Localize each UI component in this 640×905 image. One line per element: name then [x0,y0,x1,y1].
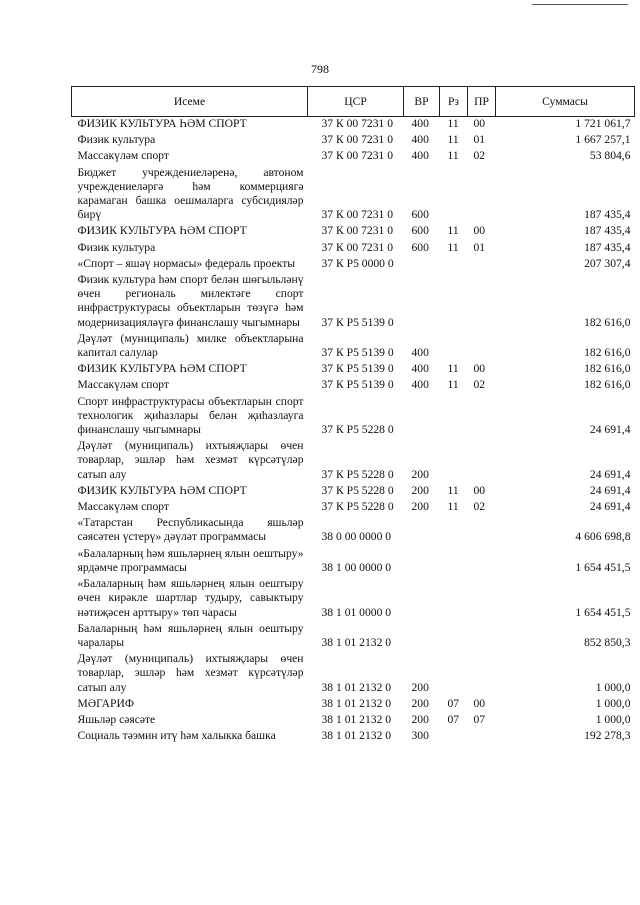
cell-csr: 37 К 00 7231 0 [321,133,393,147]
table-row [72,255,635,271]
cell-sum: 4 606 698,8 [575,530,631,544]
cell-vr: 200 [411,483,429,497]
cell-rz [440,575,468,620]
cell-pr: 02 [473,378,486,392]
cell-vr [404,545,440,575]
cell-sum: 182 616,0 [584,378,631,392]
cell-pr [468,164,496,223]
table-row [72,575,635,620]
cell-name: МӘГАРИФ [77,696,134,710]
cell-csr: 37 К Р5 5139 0 [321,315,394,329]
cell-vr: 400 [411,378,429,392]
header-rz: Рз [440,87,468,117]
header-vr: ВР [404,87,440,117]
cell-rz [440,727,468,743]
cell-name: Массакүләм спорт [77,149,169,163]
table-row [72,393,635,438]
cell-name: «Спорт – яшәү нормасы» федераль проекты [77,256,296,270]
cell-sum: 1 000,0 [595,696,631,710]
cell-sum: 182 616,0 [584,362,631,376]
cell-vr: 200 [411,680,429,694]
table-row [72,376,635,392]
cell-name: ФИЗИК КУЛЬТУРА ҺӘМ СПОРТ [77,224,247,238]
cell-sum: 24 691,4 [589,467,631,481]
cell-csr: 37 К 00 7231 0 [321,149,393,163]
cell-rz: 07 [447,696,460,710]
cell-name: Массакүләм спорт [77,378,169,392]
table-row [72,482,635,498]
header-sum: Суммасы [496,87,635,117]
cell-sum: 182 616,0 [584,315,631,329]
cell-name: Физик культура [77,240,156,254]
table-row [72,620,635,650]
table-row [72,545,635,575]
cell-csr: 38 1 01 2132 0 [321,712,392,726]
cell-csr: 38 1 01 2132 0 [321,729,392,743]
table-row [72,117,635,132]
cell-vr: 600 [411,224,429,238]
budget-table-container [71,86,634,743]
cell-sum: 1 654 451,5 [575,605,631,619]
cell-pr: 02 [473,500,486,514]
cell-vr [404,255,440,271]
cell-rz [440,437,468,482]
cell-csr: 37 К Р5 5228 0 [321,500,394,514]
cell-vr [404,271,440,330]
cell-vr: 600 [411,208,429,222]
cell-csr: 38 1 01 2132 0 [321,696,392,710]
cell-pr: 01 [473,240,486,254]
cell-rz [440,620,468,650]
cell-pr [468,575,496,620]
cell-vr: 300 [411,729,429,743]
cell-sum: 53 804,6 [589,149,631,163]
cell-csr: 38 1 01 2132 0 [321,680,392,694]
cell-name: «Балаларның һәм яшьләрнең ялын оештыру өчен кирәкле шартлар тудыру, савыктыру нәтиҗәсен арттыру» төп чарасы [77,577,304,619]
table-row [72,271,635,330]
cell-sum: 207 307,4 [584,256,631,270]
cell-pr: 00 [473,696,486,710]
cell-name: Бюджет учреждениеләренә, автоном учреждениеләргә һәм коммерциягә карамаган башка оешмаларга субсидияләр бирү [77,165,304,222]
cell-csr: 37 К Р5 5139 0 [321,378,394,392]
table-row [72,330,635,360]
cell-csr: 37 К Р5 5139 0 [321,362,394,376]
top-edge-line [532,4,628,5]
cell-sum: 1 654 451,5 [575,560,631,574]
cell-rz: 11 [447,117,459,130]
cell-csr: 37 К Р5 5228 0 [321,467,394,481]
cell-rz [440,393,468,438]
cell-name: Физик культура [77,133,156,147]
cell-name: Дәүләт (муниципаль) милке объектларына капитал салулар [77,331,304,360]
cell-vr: 400 [411,117,429,130]
cell-pr: 07 [473,712,486,726]
cell-pr: 00 [473,224,486,238]
cell-sum: 182 616,0 [584,346,631,360]
cell-name: «Татарстан Республикасында яшьләр сәясәтен үстерү» дәүләт программасы [77,516,304,544]
cell-csr: 38 0 00 0000 0 [321,530,392,544]
cell-name: ФИЗИК КУЛЬТУРА ҺӘМ СПОРТ [77,117,247,130]
header-csr: ЦСР [308,87,404,117]
table-row [72,360,635,376]
cell-rz: 11 [447,224,459,238]
table-row [72,437,635,482]
budget-table [71,86,635,743]
cell-name: ФИЗИК КУЛЬТУРА ҺӘМ СПОРТ [77,483,247,497]
cell-rz: 11 [447,133,459,147]
cell-rz: 11 [447,149,459,163]
cell-sum: 1 667 257,1 [575,133,631,147]
cell-name: Дәүләт (муниципаль) ихтыяҗлары өчен товарлар, эшләр һәм хезмәт күрсәтүләр сатып алу [77,652,304,694]
cell-pr [468,545,496,575]
cell-vr: 200 [411,467,429,481]
cell-pr [468,330,496,360]
cell-pr [468,437,496,482]
cell-vr: 400 [411,346,429,360]
cell-sum: 24 691,4 [589,423,631,437]
table-row [72,711,635,727]
cell-rz [440,255,468,271]
cell-pr [468,393,496,438]
table-row [72,514,635,544]
cell-pr [468,514,496,544]
cell-csr: 38 1 01 2132 0 [321,635,392,649]
cell-pr [468,620,496,650]
cell-sum: 852 850,3 [584,635,631,649]
cell-pr [468,727,496,743]
page-number: 798 [311,62,329,76]
cell-name: Дәүләт (муниципаль) ихтыяҗлары өчен товарлар, эшләр һәм хезмәт күрсәтүләр сатып алу [77,439,304,481]
cell-csr: 37 К 00 7231 0 [321,240,393,254]
cell-pr: 02 [473,149,486,163]
cell-pr: 00 [473,117,486,130]
cell-name: ФИЗИК КУЛЬТУРА ҺӘМ СПОРТ [77,362,247,376]
table-body [72,117,635,744]
cell-rz: 11 [447,362,459,376]
table-row [72,650,635,695]
cell-sum: 192 278,3 [584,729,631,743]
cell-vr [404,620,440,650]
cell-csr: 37 К 00 7231 0 [321,117,393,130]
cell-vr: 200 [411,500,429,514]
cell-rz [440,330,468,360]
cell-csr: 37 К 00 7231 0 [321,224,393,238]
cell-name: Балаларның һәм яшьләрнең ялын оештыру чаралары [77,621,304,649]
cell-pr [468,271,496,330]
cell-vr [404,514,440,544]
cell-rz: 11 [447,378,459,392]
cell-rz: 07 [447,712,460,726]
table-row [72,727,635,743]
cell-vr [404,393,440,438]
cell-name: Яшьләр сәясәте [77,712,156,726]
cell-rz [440,271,468,330]
cell-csr: 37 К Р5 5139 0 [321,346,394,360]
cell-name: Массакүләм спорт [77,500,169,514]
cell-name: Спорт инфраструктурасы объектларын спорт технологик җиһазлары белән җиһазлауга финанслашу чыгымнары [77,394,304,437]
cell-sum: 187 435,4 [584,240,631,254]
cell-csr: 38 1 00 0000 0 [321,560,392,574]
cell-csr: 37 К Р5 0000 0 [321,256,394,270]
cell-rz: 11 [447,483,459,497]
cell-rz: 11 [447,500,459,514]
table-row [72,239,635,255]
cell-vr: 400 [411,149,429,163]
cell-csr: 37 К Р5 5228 0 [321,483,394,497]
cell-vr: 200 [411,696,429,710]
cell-sum: 24 691,4 [589,500,631,514]
cell-rz [440,514,468,544]
cell-vr: 400 [411,362,429,376]
cell-sum: 187 435,4 [584,224,631,238]
cell-rz [440,650,468,695]
cell-rz [440,545,468,575]
cell-name: Социаль тәэмин итү һәм халыкка башка [77,729,276,743]
cell-pr [468,255,496,271]
cell-sum: 1 721 061,7 [575,117,631,130]
table-row [72,131,635,147]
table-row [72,695,635,711]
cell-name: «Балаларның һәм яшьләрнең ялын оештыру» ярдәмче программасы [77,546,304,574]
cell-vr [404,575,440,620]
cell-name: Физик культура һәм спорт белән шөгыльләнү өчен региональ милектәге спорт инфраструктурасы объектларын төзүгә һәм модернизацияләүгә финанслашу чыгымнары [77,273,304,329]
cell-vr: 400 [411,133,429,147]
table-row [72,164,635,223]
table-header-row [72,87,635,117]
header-name: Исеме [72,87,308,117]
header-pr: ПР [468,87,496,117]
cell-pr [468,650,496,695]
cell-sum: 187 435,4 [584,208,631,222]
cell-vr: 200 [411,712,429,726]
cell-vr: 600 [411,240,429,254]
cell-csr: 37 К 00 7231 0 [321,208,393,222]
cell-rz [440,164,468,223]
cell-sum: 1 000,0 [595,712,631,726]
table-row [72,147,635,163]
cell-pr: 01 [473,133,486,147]
cell-rz: 11 [447,240,459,254]
cell-sum: 1 000,0 [595,680,631,694]
cell-csr: 38 1 01 0000 0 [321,605,392,619]
cell-pr: 00 [473,362,486,376]
cell-sum: 24 691,4 [589,483,631,497]
cell-pr: 00 [473,483,486,497]
table-row [72,222,635,238]
cell-csr: 37 К Р5 5228 0 [321,423,394,437]
table-row [72,498,635,514]
